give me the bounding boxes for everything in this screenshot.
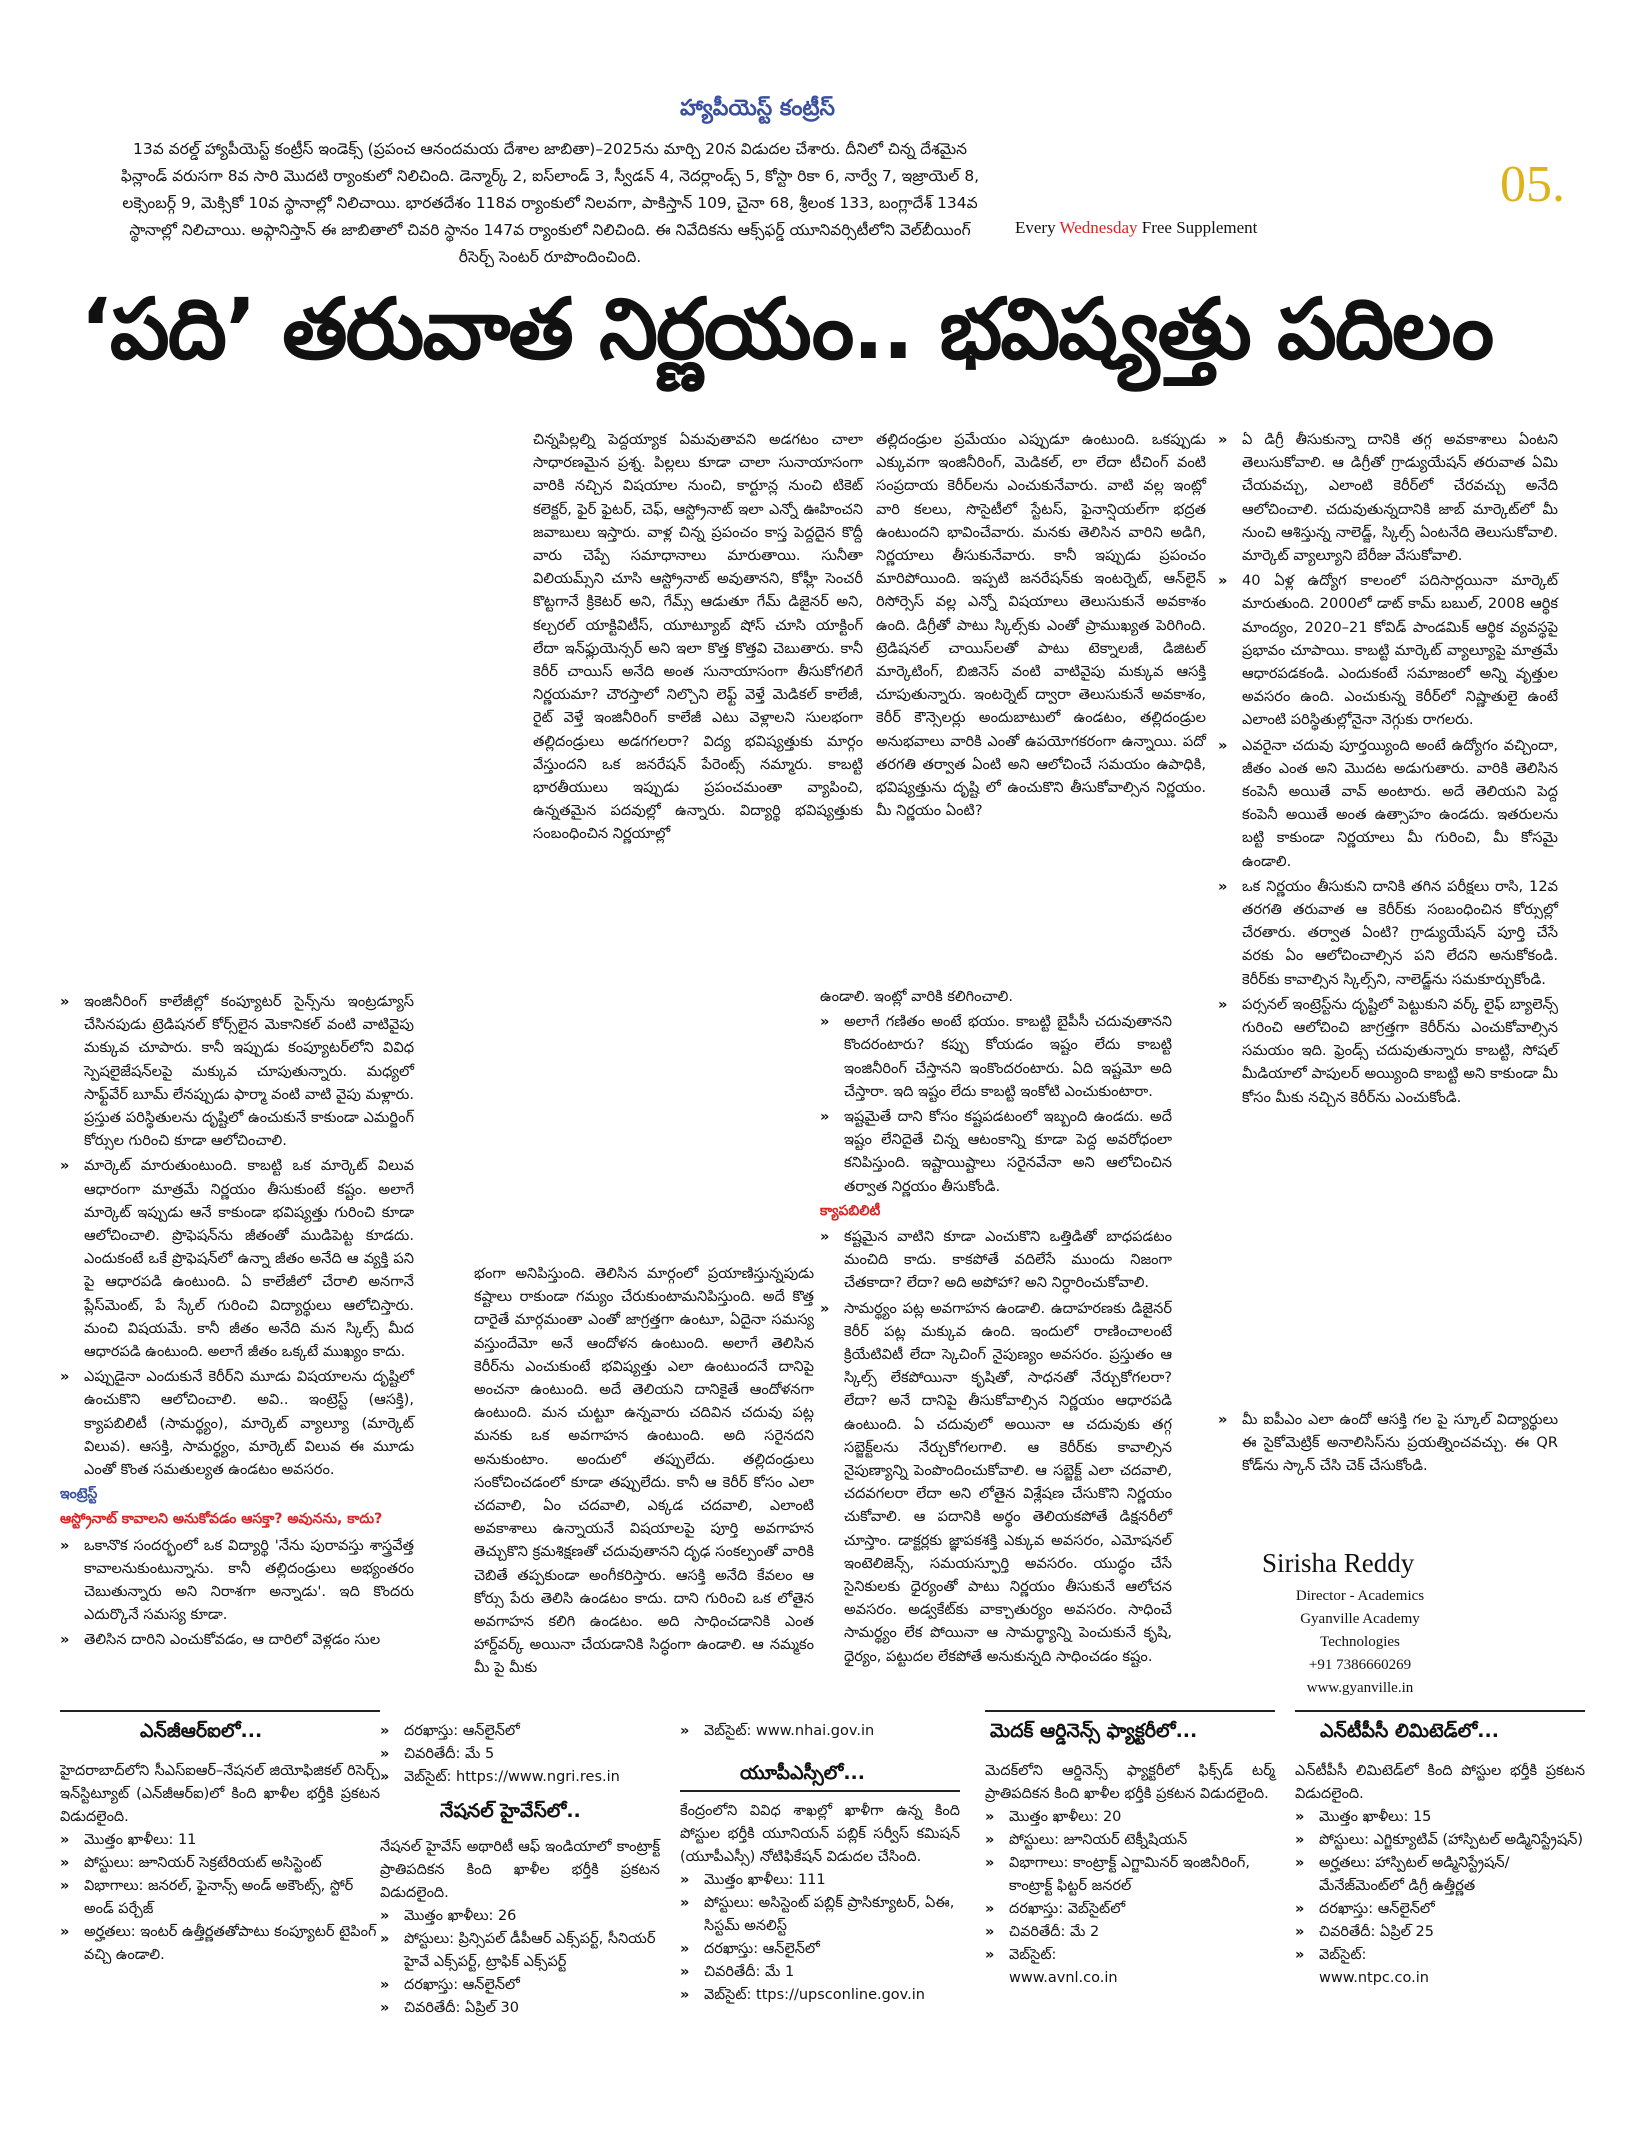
author-org-1: Gyanville Academy (1300, 1611, 1420, 1627)
divider (985, 1710, 1275, 1712)
nhai-item: » దరఖాస్తు: ఆన్‌లైన్‌లో (380, 1974, 660, 1997)
ntpc-item: » వెబ్‌సైట్: (1295, 1944, 1585, 1967)
ngri-more-item: » చివరితేదీ: మే 5 (380, 1743, 660, 1766)
ofm-item: » మొత్తం ఖాళీలు: 20 (985, 1806, 1275, 1829)
right-para: » ఒక నిర్ణయం తీసుకుని దానికి తగిన పరీక్షలు రాసి, 12వ తరగతి తరువాత ఆ కెరీర్‌కు సంబంధించిన కోర్సుల్లో చేరతారు. తర్వాత ఏంటి? గ్రాడ్యుయేషన్ పూర్తి చేసే వరకు ఏం ఆలోచించాల్సిన పని లేదని అనుకోకండి. కెరీర్‌కు కావాల్సిన స్కిల్స్‌ని, నాలెడ్జ్‌ను సమకూర్చుకోండి. (1218, 875, 1558, 991)
upsc-item: » మొత్తం ఖాళీలు: 111 (680, 1869, 960, 1892)
divider (60, 1710, 380, 1712)
nhai-item: » పోస్టులు: ప్రిన్సిపల్ డీపీఆర్ ఎక్స్‌పర్ట్, సీనియర్ హైవే ఎక్స్‌పర్ట్, ట్రాఫిక్ ఎక్స్‌పర్ట్ (380, 1928, 660, 1974)
ngri-item: » అర్హతలు: ఇంటర్ ఉత్తీర్ణతతోపాటు కంప్యూటర్ టైపింగ్ వచ్చి ఉండాలి. (60, 1921, 380, 1967)
author-org-2: Technologies (1320, 1634, 1400, 1650)
divider (680, 1790, 960, 1792)
capability-heading: క్యాపబిలిటీ (820, 1202, 881, 1219)
mid2-col (820, 985, 1172, 1670)
ntpc-web: www.ntpc.co.in (1319, 1970, 1429, 1986)
author-name: Sirisha Reddy (1262, 1548, 1415, 1578)
nhai-web-block (680, 1720, 960, 1743)
happy-heading: హ్యాపీయెస్ట్ కంట్రీస్ (680, 96, 835, 121)
ngri-more-block (380, 1720, 660, 1789)
capability-para: » కష్టమైన వాటిని కూడా ఎంచుకొని ఒత్తిడితో బాధపడటం మంచిది కాదు. కాకపోతే వదిలేసే ముందు నిజంగా చేతకాదా? లేదా? అది అపోహా? అని నిర్ధారించుకోవాలి. (820, 1225, 1172, 1295)
ofm-desc: మెదక్‌లోని ఆర్డినెన్స్ ఫ్యాక్టరీలో ఫిక్స్‌డ్ టర్మ్ ప్రాతిపదికన కింది ఖాళీల భర్తీకి ప్రకటన విడుదలైంది. (985, 1763, 1275, 1802)
upsc-block (680, 1800, 960, 2007)
ngri-item: » మొత్తం ఖాళీలు: 11 (60, 1829, 380, 1852)
ntpc-title: ఎన్‌టీపీసీ లిమిటెడ్‌లో... (1320, 1720, 1499, 1742)
nhai-item: » మొత్తం ఖాళీలు: 26 (380, 1905, 660, 1928)
right-para: » ఎవరైనా చదువు పూర్తయ్యింది అంటే ఉద్యోగం వచ్చిందా, జీతం ఎంత అని మొదట అడుగుతారు. వారికి తెలిసిన కంపెనీ అయితే వావ్ అంటారు. అదే తెలియని పెద్ద కంపెనీ అయితే అంత ఉత్సాహం ఉండదు. ఇతరులను బట్టి కాకుండా నిర్ణయాలు మీ గురించి, మీ కోసమై ఉండాలి. (1218, 734, 1558, 873)
upsc-desc: కేంద్రంలోని వివిధ శాఖల్లో ఖాళీగా ఉన్న కింది పోస్టుల భర్తీకి యూనియన్ పబ్లిక్ సర్వీస్ కమిషన్ (యూపీఎస్సీ) నోటిఫికేషన్ విడుదల చేసింది. (680, 1803, 960, 1865)
qr-note: » మీ ఐపీఎం ఎలా ఉందో ఆసక్తి గల పై స్కూల్ విద్యార్థులు ఈ సైకోమెట్రిక్ అనాలిసిస్‌ను ప్రయత్నించవచ్చు. ఈ QR కోడ్‌ను స్కాన్ చేసి చెక్ చేసుకోండి. (1218, 1408, 1558, 1478)
ngri-block (60, 1760, 380, 1967)
supplement-pre: Every (1015, 218, 1060, 237)
nhai-desc: నేషనల్ హైవేస్ అథారిటీ ఆఫ్ ఇండియాలో కాంట్రాక్ట్ ప్రాతిపదికన కింది ఖాళీల భర్తీకి ప్రకటన విడుదలైంది. (380, 1839, 660, 1901)
ofm-block (985, 1760, 1275, 1990)
nhai-block (380, 1836, 660, 2020)
ngri-more-item: » వెబ్‌సైట్: https://www.ngri.res.in (380, 1766, 660, 1789)
supplement-tagline (1015, 218, 1257, 238)
ngri-more-item: » దరఖాస్తు: ఆన్‌లైన్‌లో (380, 1720, 660, 1743)
mid2-para: » అలాగే గణితం అంటే భయం. కాబట్టి బైపీసీ చదువుతానని కొందరంటారు? కప్పు కోయడం ఇష్టం లేదు కాబట్టి ఇంజినీరింగ్ చేస్తానని ఇంకొందరంటారు. ఏది ఇష్టమో అది చేస్తారా. ఇది ఇష్టం లేదు కాబట్టి ఇంకోటి ఎంచుకుంటారా. (820, 1010, 1172, 1103)
upsc-title: యూపీఎస్సీలో... (740, 1762, 865, 1784)
issue-number: 05. (1500, 156, 1565, 213)
author-website: www.gyanville.in (1306, 1680, 1414, 1696)
ofm-item: » చివరితేదీ: మే 2 (985, 1921, 1275, 1944)
nhai-web: » వెబ్‌సైట్: www.nhai.gov.in (680, 1720, 960, 1743)
upsc-item: » దరఖాస్తు: ఆన్‌లైన్‌లో (680, 1938, 960, 1961)
interest-heading: ఇంట్రెస్ట్ (60, 1486, 98, 1503)
left-para: » మార్కెట్ మారుతుంటుంది. కాబట్టి ఒక మార్కెట్ విలువ ఆధారంగా మాత్రమే నిర్ణయం తీసుకుంటే కష్టం. అలాగే మార్కెట్ ఇప్పుడు ఆనే కాకుండా భవిష్యత్తు గురించి కూడా ఆలోచించాలి. ప్రొఫెషన్‌ను జీతంతో ముడిపెట్ట కూడదు. ఎందుకంటే ఒకే ప్రొఫెషన్‌లో ఉన్నా జీతం అనేది ఆ వ్యక్తి పని పై ఆధారపడి ఉంటుంది. ఏ కాలేజీలో చేరాలి అనగానే ప్లేస్‌మెంట్, పే స్కేల్ గురించి విద్యార్థులు ఆలోచిస్తారు. మంచి విషయమే. కానీ జీతం అనేది మన స్కిల్స్ మీద ఆధారపడి ఉంటుంది. అలాగే జీతం ఒక్కటే ముఖ్యం కాదు. (60, 1154, 414, 1363)
qr-note-block (1218, 1408, 1558, 1480)
ofm-item: » విభాగాలు: కాంట్రాక్ట్ ఎగ్జామినర్ ఇంజినీరింగ్, కాంట్రాక్ట్ ఫిట్టర్ జనరల్ (985, 1852, 1275, 1898)
mid-lower-col (474, 1262, 814, 1682)
right-para: » పర్సనల్ ఇంట్రెస్ట్‌ను దృష్టిలో పెట్టుకుని వర్క్ లైఫ్ బ్యాలెన్స్ గురించి ఆలోచించి జాగ్రత్తగా కెరీర్‌ను ఎంచుకోవాల్సిన సమయం ఇది. ఫ్రెండ్స్ చదువుతున్నారు కాబట్టి, సోషల్ మీడియాలో పాపులర్ అయ్యింది కాబట్టి అని కాకుండా మీ కోసం మీకు నచ్చిన కెరీర్‌ను ఎంచుకోండి. (1218, 993, 1558, 1109)
mid2-para: ఉండాలి. ఇంట్లో వారికి కలిగించాలి. (820, 988, 1014, 1005)
ofm-item: » వెబ్‌సైట్: (985, 1944, 1275, 1967)
right-para: » ఏ డిగ్రీ తీసుకున్నా దానికి తగ్గ అవకాశాలు ఏంటని తెలుసుకోవాలి. ఆ డిగ్రీతో గ్రాడ్యుయేషన్ తరువాత ఏమి చేయవచ్చు, ఎలాంటి కెరీర్‌లో చేరవచ్చు అనేది ఆలోచించాలి. చదువుతున్నదానికి జాబ్ మార్కెట్‌లో మీ నుంచి ఆశిస్తున్న నాలెడ్జ్, స్కిల్స్ ఏంటనేది తెలుసుకోవాలి. మార్కెట్ వ్యాల్యూని బేరీజు వేసుకోవాలి. (1218, 428, 1558, 567)
ngri-item: » విభాగాలు: జనరల్, ఫైనాన్స్ అండ్ అకౌంట్స్, స్టోర్ అండ్ పర్చేజ్ (60, 1875, 380, 1921)
interest-question: ఆస్ట్రోనాట్ కావాలని అనుకోవడం ఆసక్తా? అవునను, కాదు? (60, 1511, 383, 1528)
ngri-desc: హైదరాబాద్‌లోని సీఎస్ఐఆర్–నేషనల్ జియోఫిజికల్ రిసెర్చ్ ఇన్‌స్టిట్యూట్ (ఎన్‌జీఆర్‌ఐ)లో కింది ఖాళీల భర్తీకి ప్రకటన విడుదలైంది. (60, 1763, 380, 1825)
happy-text: 13వ వరల్డ్ హ్యాపీయెస్ట్ కంట్రీస్ ఇండెక్స్ (ప్రపంచ ఆనందమయ దేశాల జాబితా)–2025ను మార్చి 20న విడుదల చేశారు. దీనిలో చిన్న దేశమైన ఫిన్లాండ్ వరుసగా 8వ సారి మొదటి ర్యాంకులో నిలిచింది. డెన్మార్క్ 2, ఐస్‌లాండ్ 3, స్వీడన్ 4, నెదర్లాండ్స్ 5, కోస్టా రికా 6, నార్వే 7, ఇజ్రాయెల్ 8, లక్సెంబర్గ్ 9, మెక్సికో 10వ స్థానాల్లో నిలిచాయి. భారతదేశం 118వ ర్యాంకులో నిలవగా, పాకిస్తాన్ 109, చైనా 68, శ్రీలంక 133, బంగ్లాదేశ్ 134వ స్థానాల్లో నిలిచాయి. అఫ్గానిస్తాన్ ఈ జాబితాలో చివరి స్థానం 147వ ర్యాంకులో నిలిచింది. ఈ నివేదికను ఆక్స్‌ఫర్డ్ యూనివర్సిటీలోని వెల్‌బీయింగ్ రీసెర్చ్ సెంటర్ రూపొందించింది. (120, 140, 980, 266)
right-para: » 40 ఏళ్ల ఉద్యోగ కాలంలో పదిసార్లయినా మార్కెట్ మారుతుంది. 2000లో డాట్ కామ్ బబుల్, 2008 ఆర్థిక మాంద్యం, 2020–21 కోవిడ్ పాండమిక్ ఆర్థిక వ్యవస్థపై ప్రభావం చూపాయి. కాబట్టి మార్కెట్ వ్యాల్యూపై మాత్రమే ఆధారపడకండి. ఎందుకంటే సమాజంలో అన్ని వృత్తుల అవసరం ఉంది. ఎంచుకున్న కెరీర్‌లో నిష్ణాతులై ఉంటే ఎలాంటి పరిస్థితుల్లోనైనా నెగ్గుకు రాగలరు. (1218, 569, 1558, 731)
mid-lower-text: భంగా అనిపిస్తుంది. తెలిసిన మార్గంలో ప్రయాణిస్తున్నపుడు కష్టాలు రాకుండా గమ్యం చేరుకుంటామనిపిస్తుంది. అదే కొత్త దారైతే మార్గమంతా ఎంతో జాగ్రత్తగా ఉంటూ, ఏదైనా సమస్య వస్తుందేమో అనే ఆందోళన ఉంటుంది. అలాగే తెలిసిన కెరీర్‌ను ఎంచుకుంటే భవిష్యత్తు ఎలా ఉంటుందనే దానిపై అంచనా ఉంటుంది. అదే తెలియని దానికైతే ఆందోళనగా ఉంటుంది. మన చుట్టూ ఉన్నవారు చదివిన చదువు పట్ల మనకు ఒక అవగాహన ఉంటుంది. అది సరైనదని అనుకుంటాం. అందులో తప్పులేదు. తల్లిదండ్రులు సంకోచించడంలో కూడా తప్పులేదు. కానీ ఆ కెరీర్ కోసం ఎలా చదవాలి, ఏం చదవాలి, ఎక్కడ చదవాలి, ఎలాంటి అవకాశాలు ఉన్నాయనే విషయాలపై పూర్తి అవగాహన తెచ్చుకొని క్రమశిక్షణతో చదువుతానని దృఢ సంకల్పంతో వారికి చెబితే తప్పకుండా అంగీకరిస్తారు. ఆసక్తి అనేది కేవలం ఆ కోర్సు పేరు తెలిసి ఉండటం కాదు. దాని గురించి ఒక లోతైన అవగాహన కలిగి ఉండటం. అది సాధించడానికి ఎంత హార్డ్‌వర్క్ అయినా చేయడానికి సిద్ధంగా ఉండాలి. ఆ నమ్మకం మీ పై మీకు (474, 1265, 814, 1677)
ntpc-desc: ఎన్‌టీపీసీ లిమిటెడ్‌లో కింది పోస్టుల భర్తీకి ప్రకటన విడుదలైంది. (1295, 1763, 1585, 1802)
nhai-item: » చివరితేదీ: ఏప్రిల్ 30 (380, 1997, 660, 2020)
nhai-title: నేషనల్ హైవేస్‌లో.. (440, 1800, 581, 1822)
upsc-item: » పోస్టులు: అసిస్టెంట్ పబ్లిక్ ప్రాసిక్యూటర్, ఏఈ, సిస్టమ్ అనలిస్ట్ (680, 1892, 960, 1938)
supplement-post: Free Supplement (1137, 218, 1258, 237)
ntpc-block (1295, 1760, 1585, 1990)
intro-col-1 (533, 428, 863, 848)
ngri-item: » పోస్టులు: జూనియర్ సెక్రటేరియట్ అసిస్టెంట్ (60, 1852, 380, 1875)
upsc-item: » చివరితేదీ: మే 1 (680, 1961, 960, 1984)
ofm-title: మెదక్ ఆర్డినెన్స్ ఫ్యాక్టరీలో... (990, 1720, 1198, 1742)
ntpc-item: » మొత్తం ఖాళీలు: 15 (1295, 1806, 1585, 1829)
interest-para: » తెలిసిన దారిని ఎంచుకోవడం, ఆ దారిలో వెళ్లడం సుల (60, 1628, 414, 1651)
mid2-para: » ఇష్టమైతే దాని కోసం కష్టపడటంలో ఇబ్బంది ఉండదు. అదే ఇష్టం లేనిదైతే చిన్న ఆటంకాన్ని కూడా పెద్ద అవరోధంలా కనిపిస్తుంది. ఇష్టాయిష్టాలు సరైనవేనా అని ఆలోచించిన తర్వాత నిర్ణయం తీసుకోండి. (820, 1105, 1172, 1198)
ntpc-item: » అర్హతలు: హాస్పిటల్ అడ్మినిస్ట్రేషన్/మేనేజ్‌మెంట్‌లో డిగ్రీ ఉత్తీర్ణత (1295, 1852, 1585, 1898)
ntpc-item: » దరఖాస్తు: ఆన్‌లైన్‌లో (1295, 1898, 1585, 1921)
supplement-day: Wednesday (1059, 218, 1138, 237)
upsc-item: » వెబ్‌సైట్: ttps://upsconline.gov.in (680, 1984, 960, 2007)
article-title: ‘పది’ తరువాత నిర్ణయం.. భవిష్యత్తు పదిలం (80, 280, 1493, 378)
left-para: » ఇంజినీరింగ్ కాలేజీల్లో కంప్యూటర్ సైన్స్‌ను ఇంట్రడ్యూస్ చేసినపుడు ట్రెడిషనల్ కోర్స్‌లైన మెకానికల్ వంటి వాటివైపు మక్కువ చూపారు. కానీ ఇప్పుడు కంప్యూటర్‌లోని వివిధ స్పెషలైజేషన్‌లపై మక్కువ చూపుతున్నారు. మధ్యలో సాఫ్ట్‌వేర్ బూమ్ లేనప్పుడు ఫార్మా వంటి వాటి వైపు మళ్లారు. ప్రస్తుత పరిస్థితులను దృష్టిలో ఉంచుకునే కాకుండా ఎమర్జింగ్ కోర్సుల గురించి కూడా ఆలోచించాలి. (60, 990, 414, 1152)
author-role: Director - Academics (1295, 1588, 1425, 1604)
author-phone: +91 7386660269 (1308, 1657, 1412, 1673)
ofm-item: » దరఖాస్తు: వెబ్‌సైట్‌లో (985, 1898, 1275, 1921)
ofm-item: » పోస్టులు: జూనియర్ టెక్నీషియన్ (985, 1829, 1275, 1852)
capability-para: » సామర్థ్యం పట్ల అవగాహన ఉండాలి. ఉదాహరణకు డిజైనర్ కెరీర్ పట్ల మక్కువ ఉంది. ఇందులో రాణించాలంటే క్రియేటివిటీ లేదా స్కెచింగ్ నైపుణ్యం అవసరం. ప్రస్తుతం ఆ స్కిల్స్ లేకపోయినా కృషితో, సాధనతో నేర్చుకోగలరా? లేదా? అనే దానిపై తీసుకోవాల్సిన నిర్ణయం ఆధారపడి ఉంటుంది. ఏ చదువులో అయినా ఆ చదువుకు తగ్గ సబ్జెక్ట్‌లను నేర్చుకోగలగాలి. ఆ కెరీర్‌కు కావాల్సిన నైపుణ్యాన్ని పెంపొందించుకోవాలి. ఆ సబ్జెక్ట్ ఎలా చదవాలి, చదవగలరా లేదా అని లోతైన విశ్లేషణ చేసుకొని నిర్ణయం చుకోవాలి. ఆ పదానికి అర్థం తెలియకపోతే డిక్షనరీలో చూస్తాం. డాక్టర్లకు జ్ఞాపకశక్తి ఎక్కువ అవసరం, ఎమోషనల్ ఇంటెలిజెన్స్, సమయస్ఫూర్తి అవసరం. యుద్ధం చేసే సైనికులకు ధైర్యంతో పాటు నిర్ణయం తీసుకునే ఆలోచన అవసరం. అడ్వకేట్‌కు వాక్చాతుర్యం అవసరం. సాధించే సామర్థ్యం లేక పోయినా ఆ సామర్థ్యాన్ని పెంచుకునే కృషి, ధైర్యం, పట్టుదల లేకపోతే అనుకున్నది సాధించడం కష్టం. (820, 1297, 1172, 1668)
right-col (1218, 428, 1558, 1111)
ntpc-item: » పోస్టులు: ఎగ్జిక్యూటివ్ (హాస్పిటల్ అడ్మినిస్ట్రేషన్) (1295, 1829, 1585, 1852)
ntpc-item: » చివరితేదీ: ఏప్రిల్ 25 (1295, 1921, 1585, 1944)
ngri-title: ఎన్‌జీఆర్‌ఐలో... (140, 1720, 263, 1742)
intro-text-2: తల్లిదండ్రుల ప్రమేయం ఎప్పుడూ ఉంటుంది. ఒకప్పుడు ఎక్కువగా ఇంజినీరింగ్, మెడికల్, లా లేదా టీచింగ్ వంటి సంప్రదాయ కెరీర్‌లను ఎంచుకునేవారు. వాటి వల్ల ఇంట్లో వారి కలలు, సొసైటీలో స్టేటస్, ఫైనాన్షియల్‌గా భద్రత ఉంటుందని భావించేవారు. మనకు తెలిసిన వారిని అడిగి, నిర్ణయాలు తీసుకునేవారు. కానీ ఇప్పుడు ప్రపంచం మారిపోయింది. ఇప్పటి జనరేషన్‌కు ఇంటర్నెట్, ఆన్‌లైన్ రిసోర్సెస్ వల్ల ఎన్నో విషయాలు తెలుసుకునే అవకాశం ఉంది. డిగ్రీతో పాటు స్కిల్స్‌కు ఎంతో ప్రాముఖ్యత పెరిగింది. ట్రెడిషనల్ చాయిస్‌లతో పాటు టెక్నాలజీ, డిజిటల్ మార్కెటింగ్, బిజినెస్ వంటి వాటివైపు మక్కువ ఆసక్తి చూపుతున్నారు. ఇంటర్నెట్ ద్వారా తెలుసుకునే అవకాశం, కెరీర్ కౌన్సెలర్లు అందుబాటులో ఉండటం, తల్లిదండ్రుల అనుభవాలు వారికి ఎంతో ఉపయోగకరంగా ఉన్నాయి. పదో తరగతి తర్వాత ఏంటి అని ఆలోచించే సమయం ఉపాధికి, భవిష్యత్తును దృష్టి లో ఉంచుకొని తీసుకోవాల్సిన నిర్ణయం. మీ నిర్ణయం ఏంటి? (876, 431, 1206, 820)
interest-para: » ఒకానొక సందర్భంలో ఒక విద్యార్థి 'నేను పురావస్తు శాస్త్రవేత్త కావాలనుకుంటున్నాను. కానీ తల్లిదండ్రులు అభ్యంతరం చెబుతున్నారు అని నిరాశగా అన్నాడు'. ఇది కొందరు ఎదుర్కొనే సమస్య కూడా. (60, 1534, 414, 1627)
ofm-web: www.avnl.co.in (1009, 1970, 1118, 1986)
left-para: » ఎప్పుడైనా ఎందుకునే కెరీర్‌ని మూడు విషయాలను దృష్టిలో ఉంచుకొని ఆలోచించాలి. అవి.. ఇంట్రెస్ట్ (ఆసక్తి), క్యాపబిలిటీ (సామర్థ్యం), మార్కెట్ వ్యాల్యూ (మార్కెట్ విలువ). ఆసక్తి, సామర్థ్యం, మార్కెట్ విలువ ఈ మూడు ఎంతో కొంత సమతుల్యత ఉండటం అవసరం. (60, 1365, 414, 1481)
intro-col-2 (876, 428, 1206, 824)
left-col (60, 990, 414, 1654)
divider (1295, 1710, 1585, 1712)
intro-text-1: చిన్నపిల్లల్ని పెద్దయ్యాక ఏమవుతావని అడగటం చాలా సాధారణమైన ప్రశ్న. పిల్లలు కూడా చాలా సునాయాసంగా వారికి నచ్చిన విషయాల నుంచి, కార్టూన్ల నుంచి టికెట్ కలెక్టర్, ఫైర్ ఫైటర్, చెఫ్, ఆస్ట్రోనాట్ ఇలా ఎన్నో ఊహించని జవాబులు ఇస్తారు. వాళ్ల చిన్న ప్రపంచం కాస్త పెద్దదైన కొద్దీ వారు చెప్పే సమాధానాలు మారుతాయి. సునీతా విలియమ్స్‌ని చూసి ఆస్ట్రోనాట్ అవుతానని, కోహ్లీ సెంచరీ కొట్టగానే క్రికెటర్ అని, గేమ్స్ ఆడుతూ గేమ్ డిజైనర్ అని, కల్చరల్ యాక్టివిటీస్, యూట్యూబ్ షోస్ చూసి యాక్టింగ్ లేదా ఇన్‌ఫ్లుయెన్సర్ అని ఇలా కొత్త కొత్తవి చెబుతారు. కానీ కెరీర్ చాయిస్ అనేది అంత సునాయాసంగా తీసుకోగలిగే నిర్ణయమా? చౌరస్తాలో నిల్చొని లెఫ్ట్ వెళ్తే మెడికల్ కాలేజీ, రైట్ వెళ్తే ఇంజినీరింగ్ కాలేజీ ఎటు వెళ్లాలని సులభంగా తల్లిదండ్రులు అడగగలరా? విద్య భవిష్యత్తుకు మార్గం వేస్తుందని ఒక జనరేషన్ పేరెంట్స్ నమ్మారు. కాబట్టి భారతీయులు ఇప్పుడు ప్రపంచమంతా వ్యాపించి, ఉన్నతమైన పదవుల్లో ఉన్నారు. విద్యార్థి భవిష్యత్తుకు సంబంధించిన నిర్ణయాల్లో (533, 431, 863, 843)
